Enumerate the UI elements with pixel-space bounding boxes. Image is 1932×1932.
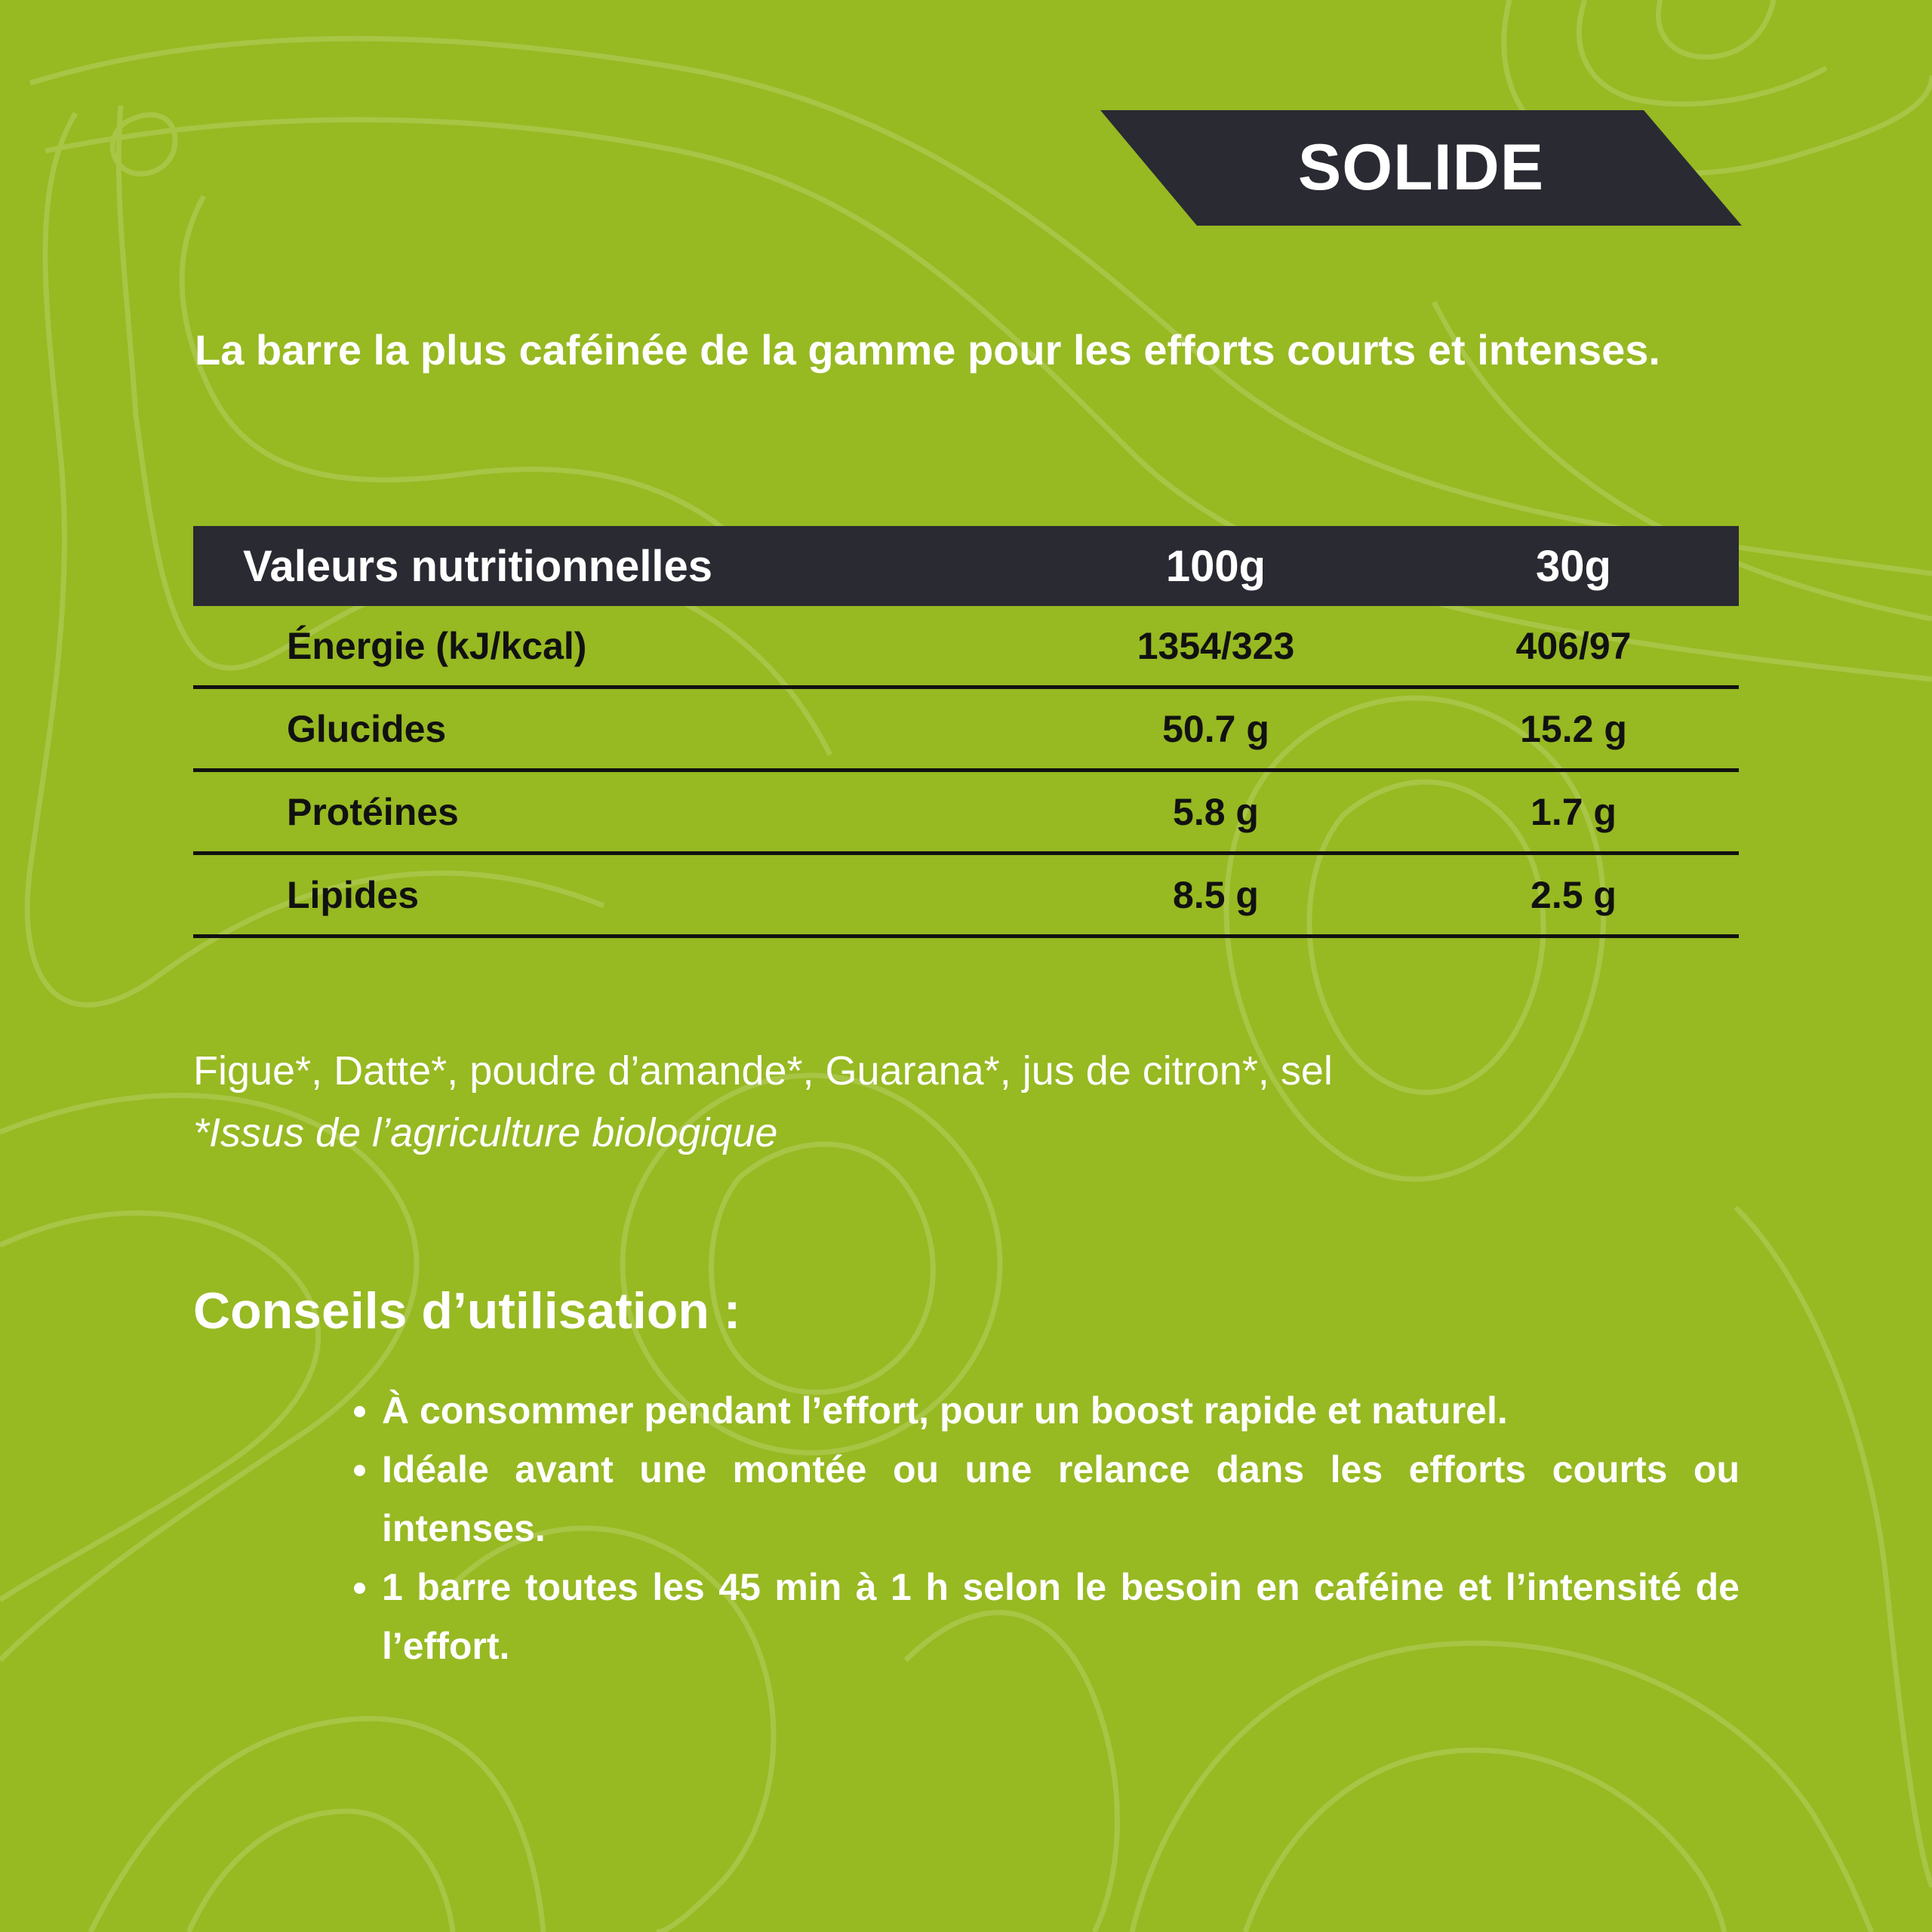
advice-item: • Idéale avant une montée ou une relance dans les efforts courts ou intenses.: [382, 1440, 1740, 1558]
table-row: [193, 855, 1739, 938]
row-value-30g: 406/97: [1515, 624, 1632, 667]
row-value-100g: 5.8 g: [1173, 790, 1259, 833]
ingredients-block: [193, 1040, 1333, 1164]
table-row: [193, 606, 1739, 689]
row-value-100g: 8.5 g: [1173, 873, 1259, 916]
row-label: Lipides: [287, 873, 420, 916]
row-label: Protéines: [287, 790, 459, 833]
header-30g: 30g: [1536, 541, 1611, 591]
advice-item: • 1 barre toutes les 45 min à 1 h selon le besoin en caféine et l’intensité de l’effort.: [382, 1558, 1740, 1675]
organic-note: *Issus de l’agriculture biologique: [193, 1110, 778, 1155]
row-value-30g: 15.2 g: [1520, 707, 1627, 750]
advice-item: • À consommer pendant l’effort, pour un boost rapide et naturel.: [382, 1381, 1740, 1440]
product-tagline: La barre la plus caféinée de la gamme pour les efforts courts et intenses.: [195, 326, 1660, 374]
header-label: Valeurs nutritionnelles: [243, 541, 713, 591]
table-header: [193, 526, 1739, 606]
table-row: [193, 689, 1739, 772]
row-label: Énergie (kJ/kcal): [287, 624, 587, 667]
category-banner: [1100, 110, 1742, 226]
ingredients-list: Figue*, Datte*, poudre d’amande*, Guarana*, jus de citron*, sel: [193, 1048, 1333, 1094]
usage-advice-list: [340, 1381, 1740, 1675]
row-value-30g: 1.7 g: [1531, 790, 1617, 833]
nutrition-table: [193, 526, 1739, 938]
table-row: [193, 772, 1739, 855]
row-value-100g: 50.7 g: [1162, 707, 1269, 750]
banner-label: SOLIDE: [1297, 131, 1545, 204]
usage-advice-title: Conseils d’utilisation :: [193, 1282, 741, 1340]
header-100g: 100g: [1165, 541, 1266, 591]
row-value-100g: 1354/323: [1137, 624, 1295, 667]
row-label: Glucides: [287, 707, 447, 750]
row-value-30g: 2.5 g: [1531, 873, 1617, 916]
